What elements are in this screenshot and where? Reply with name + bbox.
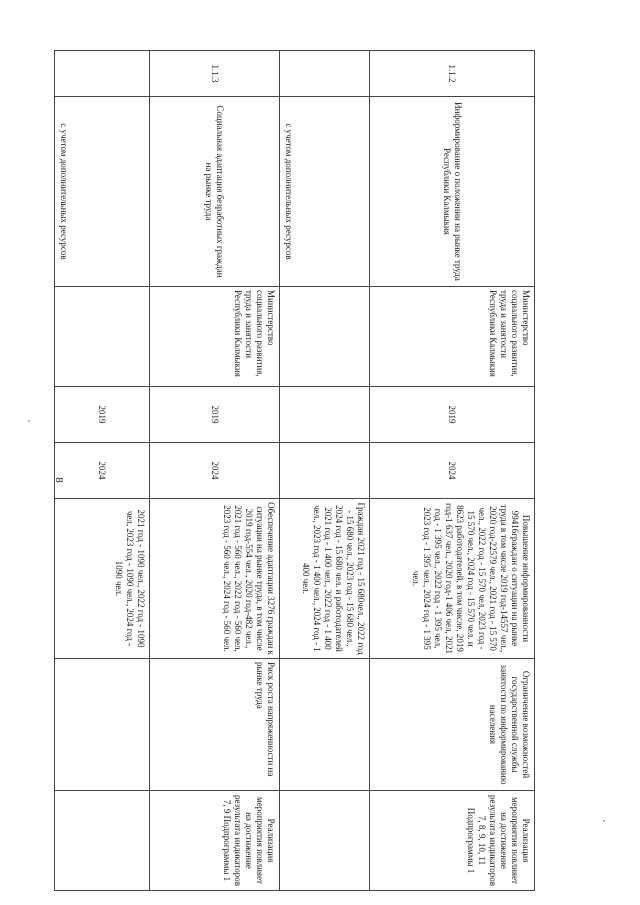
page-number: 8 xyxy=(52,477,65,483)
end-year: 2024 xyxy=(55,443,150,499)
end-year: 2024 xyxy=(150,443,280,499)
measure-name: Социальная адаптация безработных граждан на рынке труда xyxy=(150,97,280,287)
indicator-link: Реализация мероприятия повлияет на достижение результата индикаторов 7, 8, 9, 10, 11 Подпрограммы 1 xyxy=(370,791,535,891)
measure-name: Информирование о положении на рынке труда Республики Калмыкия xyxy=(370,97,535,287)
executor xyxy=(55,287,150,387)
start-year: 2019 xyxy=(55,387,150,443)
row-number xyxy=(55,51,150,97)
row-number xyxy=(280,51,370,97)
measure-name: с учетом дополнительных ресурсов xyxy=(280,97,370,287)
measures-table xyxy=(54,50,535,891)
table-row xyxy=(280,51,370,891)
scan-speck xyxy=(28,420,30,422)
indicator-link xyxy=(280,791,370,891)
expected-result: Обеспечение адаптации 3276 граждан к ситуации на рынке труда, в том числе 2019 год-554 чел., 2020 год-482 чел., 2021 год - 560 чел., 2022 год - 560 чел, 2023 год - 560 чел., 2024 год - 560 чел. xyxy=(150,499,280,659)
consequence xyxy=(55,659,150,791)
indicator-link xyxy=(55,791,150,891)
expected-result: Граждан 2021 год - 15 680чел., 2022 год - 15 680 чел., 2023 год - 15 680 чел., 2024 год - 15 680 чел. и работодателей 2021 год - 1 400 чел., 2022 год - 1 400 чел., 2023 год - 1 400 чел., 2024 год - 1 400 чел. xyxy=(280,499,370,659)
executor: Министерство социального развития, труда и занятости Республики Калмыкия xyxy=(150,287,280,387)
row-number: 1.1.3 xyxy=(150,51,280,97)
rotated-page xyxy=(52,50,535,890)
table-row xyxy=(370,51,535,891)
row-number: 1.1.2 xyxy=(370,51,535,97)
consequence: Ограничение возможностей государственной службы занятости по информированию населения xyxy=(370,659,535,791)
end-year: 2024 xyxy=(370,443,535,499)
expected-result: 2021 год - 1090 чел., 2022 год - 1090 чел, 2023 год - 1090 чел., 2024 год - 1090 чел. xyxy=(55,499,150,659)
consequence xyxy=(280,659,370,791)
start-year: 2019 xyxy=(370,387,535,443)
consequence: Риск роста напряженности на рынке труда xyxy=(150,659,280,791)
table-row xyxy=(150,51,280,891)
table-row xyxy=(55,51,150,891)
end-year xyxy=(280,443,370,499)
executor xyxy=(280,287,370,387)
expected-result: Повышение информированности 99416граждан о ситуации на рынке труда в том числе 2019 год-14557 чел., 2020 год-22579 чел., 2021 год - 15 570 чел., 2022 год - 15 570 чел, 2023 год - 15 570 чел., 2024 год - 15 570 чел. и 8623 работодателей, в том числе, 2019 год-1 637 чел., 2020 год-1 406 чел, 2021 год - 1 395 чел., 2022 год - 1 395 чел, 2023 год - 1 395 чел., 2024 год - 1 395 чел. xyxy=(370,499,535,659)
start-year: 2019 xyxy=(150,387,280,443)
indicator-link: Реализация мероприятия повлияет на достижение результата индикаторов 7, 9 Подпрограммы 1 xyxy=(150,791,280,891)
measure-name: с учетом дополнительных ресурсов xyxy=(55,97,150,287)
start-year xyxy=(280,387,370,443)
scan-speck xyxy=(603,820,605,822)
executor: Министерство социального развития, труда и занятости Республики Калмыкия xyxy=(370,287,535,387)
